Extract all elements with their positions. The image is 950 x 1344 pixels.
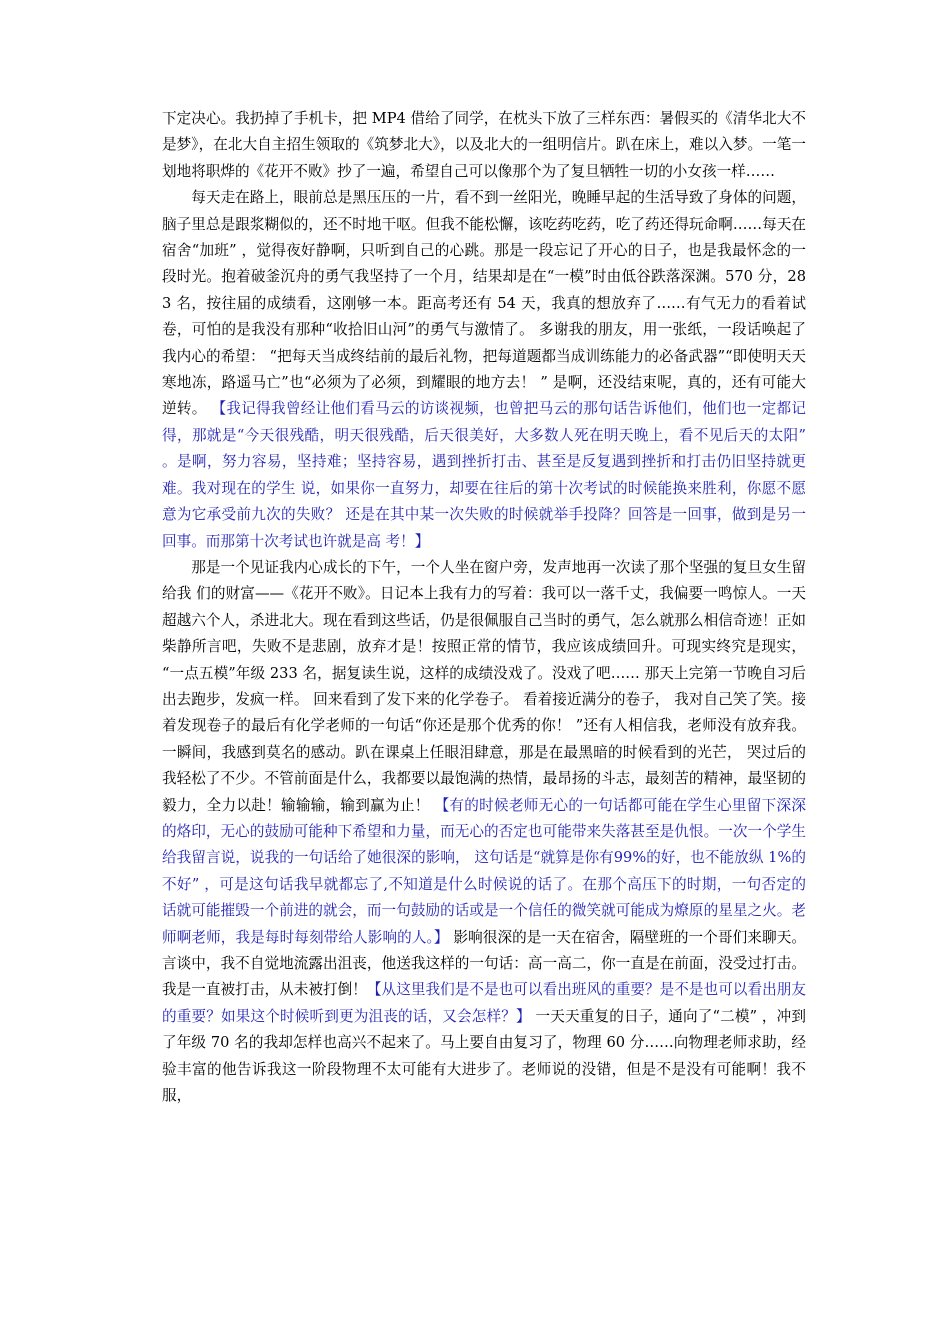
- teacher-note: 【我记得我曾经让他们看马云的访谈视频，也曾把马云的那句话告诉他们，他们也一定都记得，那就是“今天很残酷，明天很残酷，后天很美好，大多数人死在明天晚上，看不见后天的太阳” 。是啊，努力容易，坚持难；坚持容易，遇到挫折打击、甚至是反复遇到挫折和打击仍旧坚持就更难。我对现在的学生 说，如果你一直努力，却要在往后的第十次考试的时候能换来胜利，你愿不愿意为它承受前九次的失败？ 还是在其中某一次失败的时候就举手投降？回答是一回事，做到是另一回事。而那第十次考试也许就是高 考！】: [162, 400, 806, 550]
- paragraph-3: [162, 555, 806, 1110]
- teacher-note: 【从这里我们是不是也可以看出班风的重要？是不是也可以看出朋友的重要？如果这个时候听到更为沮丧的话，又会怎样？】: [162, 981, 806, 1025]
- paragraph-text: 每天走在路上，眼前总是黑压压的一片，看不到一丝阳光，晚睡早起的生活导致了身体的问题，脑子里总是跟浆糊似的，还不时地干呕。但我不能松懈，该吃药吃药，吃了药还得玩命啊……每天在宿舍“加班” ，觉得夜好静啊，只听到自己的心跳。那是一段忘记了开心的日子，也是我最怀念的一段时光。抱着破釜沉舟的勇气我坚持了一个月，结果却是在“一模”时由低谷跌落深渊。570 分，283 名，按往届的成绩看，这刚够一本。距高考还有 54 天，我真的想放弃了……有气无力的看着试卷，可怕的是我没有那种“收拾旧山河”的勇气与激情了。 多谢我的朋友，用一张纸，一段话唤起了我内心的希望： “把每天当成终结前的最后礼物，把每道题都当成训练能力的必备武器”“即使明天天寒地冻，路遥马亡”也“必须为了必须，到耀眼的地方去！ ” 是啊，还没结束呢，真的，还有可能大逆转。: [162, 189, 806, 418]
- paragraph-2: [162, 185, 806, 555]
- paragraph-text: 那是一个见证我内心成长的下午，一个人坐在窗户旁，发声地再一次读了那个坚强的复旦女生留给我 们的财富——《花开不败》。日记本上我有力的写着：我可以一落千丈，我偏要一鸣惊人。一天超越六个人，杀进北大。现在看到这些话，仍是很佩服自己当时的勇气，怎么就那么相信奇迹！正如柴静所言吧，失败不是悲剧，放弃才是！按照正常的情节，我应该成绩回升。可现实终究是现实， “一点五模”年级 233 名，据复读生说，这样的成绩没戏了。没戏了吧…… 那天上完第一节晚自习后出去跑步，发疯一样。 回来看到了发下来的化学卷子。 看着接近满分的卷子， 我对自己笑了笑。接着发现卷子的最后有化学老师的一句话“你还是那个优秀的你！ ”还有人相信我，老师没有放弃我。一瞬间，我感到莫名的感动。趴在课桌上任眼泪肆意，那是在最黑暗的时候看到的光芒， 哭过后的我轻松了不少。不管前面是什么，我都要以最饱满的热情，最昂扬的斗志，最刻苦的精神，最坚韧的毅力，全力以赴！输输输，输到赢为止！: [162, 558, 806, 814]
- paragraph-text: 一天天重复的日子，通向了“二模” ，冲到了年级 70 名的我却怎样也高兴不起来了。马上要自由复习了，物理 60 分……向物理老师求助，经验丰富的他告诉我这一阶段物理不太可能有大进步了。老师说的没错，但是不是没有可能啊！我不服，: [162, 1007, 806, 1105]
- paragraph-text: 影响很深的是一天在宿舍，隔壁班的一个哥们来聊天。言谈中，我不自觉地流露出沮丧，他送我这样的一句话：高一高二，你一直是在前面，没受过打击。我是一直被打击，从未被打倒！: [162, 928, 806, 999]
- paragraph-text: 下定决心。我扔掉了手机卡，把 MP4 借给了同学，在枕头下放了三样东西：暑假买的《清华北大不是梦》，在北大自主招生领取的《筑梦北大》，以及北大的一组明信片。趴在床上，难以入梦。一笔一划地将职烨的《花开不败》抄了一遍，希望自己可以像那个为了复旦牺牲一切的小女孩一样……: [162, 110, 806, 180]
- teacher-note: 【有的时候老师无心的一句话都可能在学生心里留下深深的烙印，无心的鼓励可能种下希望和力量，而无心的否定也可能带来失落甚至是仇恨。一次一个学生给我留言说，说我的一句话给了她很深的影响， 这句话是“就算是你有99%的好，也不能放纵 1%的不好” ，可是这句话我早就都忘了,不知道是什么时候说的话了。在那个高压下的时期，一句否定的话就可能摧毁一个前进的就会，而一句鼓励的话或是一个信任的微笑就可能成为燎原的星星之火。老师啊老师，我是每时每刻带给人影响的人。】: [162, 796, 807, 946]
- paragraph-1: [162, 106, 806, 185]
- document-body: [162, 106, 806, 1109]
